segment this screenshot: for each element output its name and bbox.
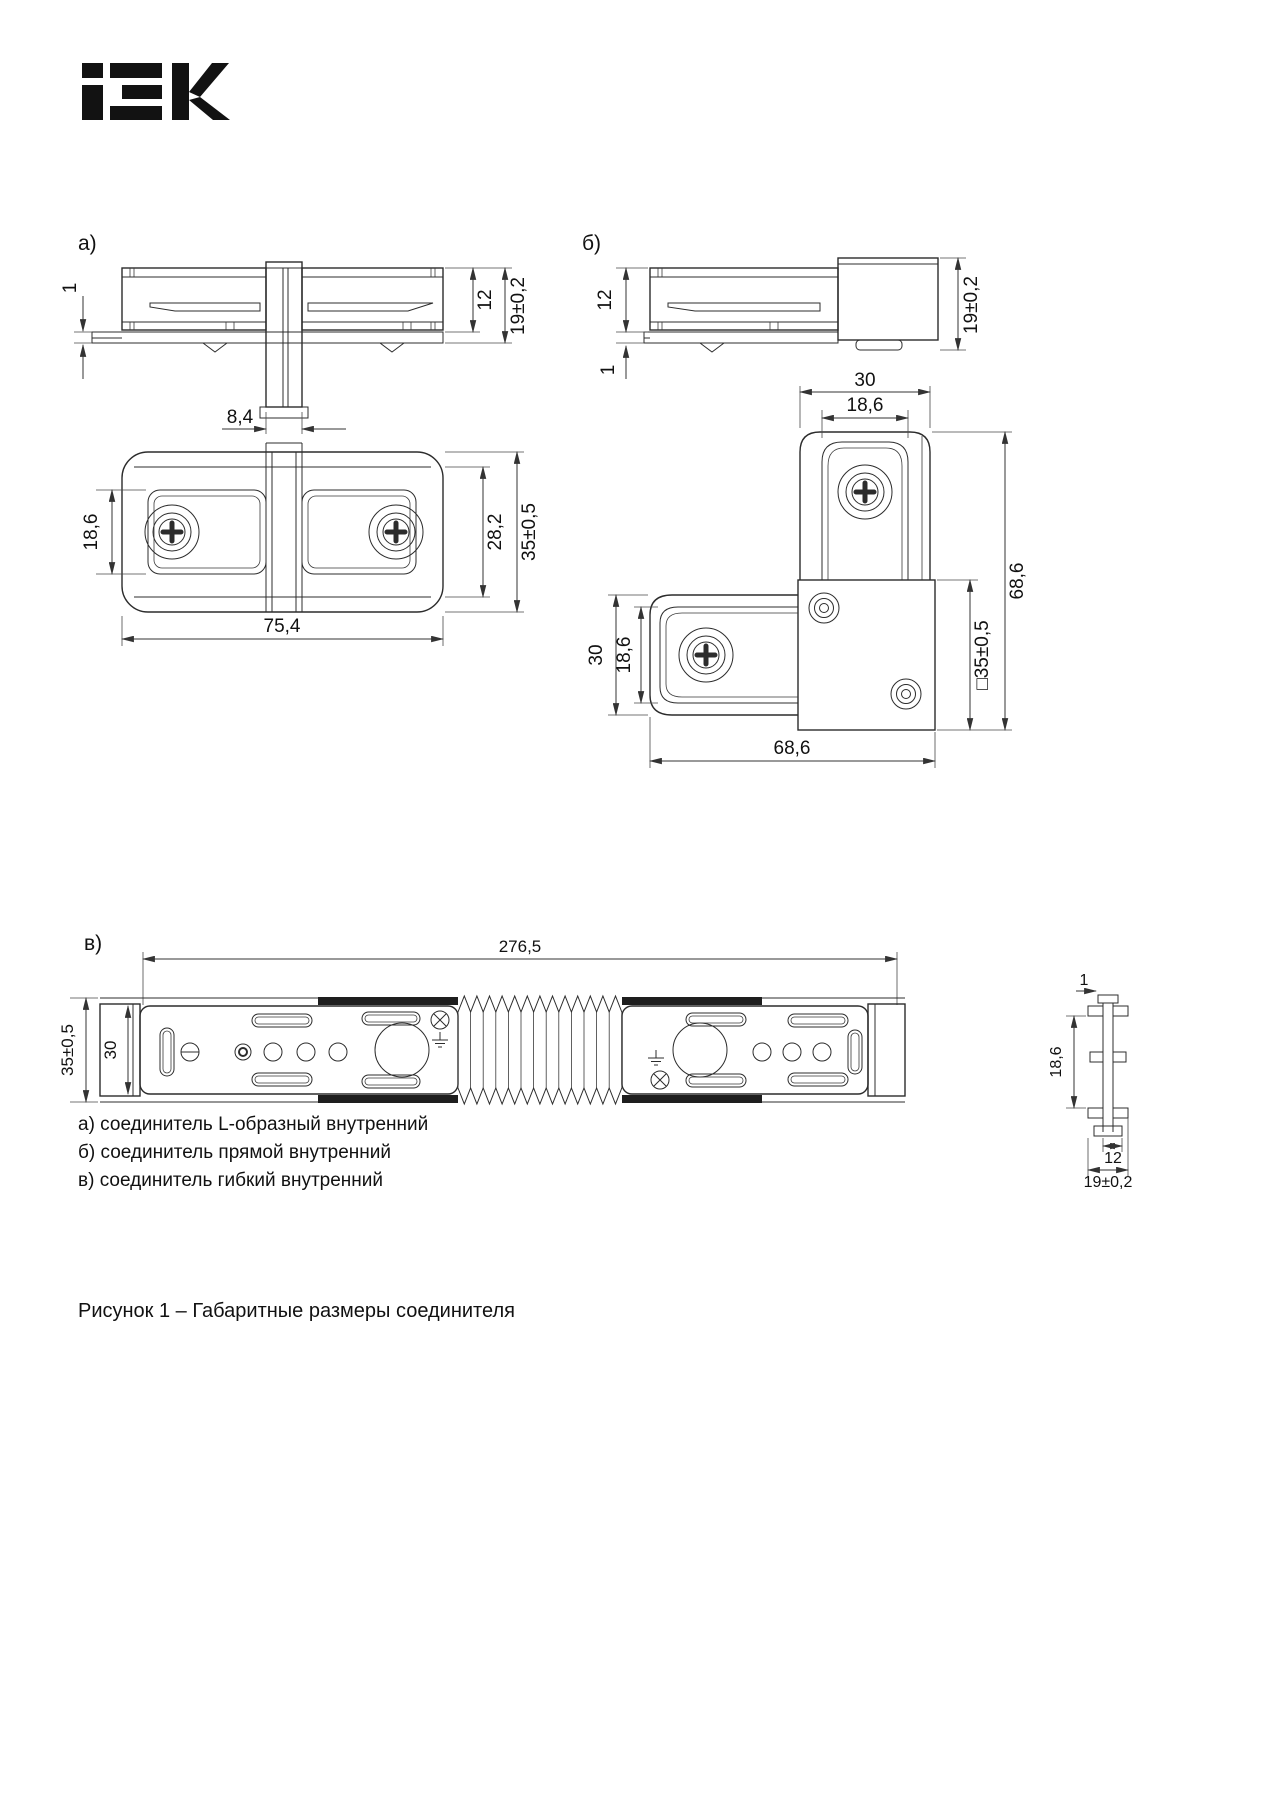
end-cap xyxy=(868,1004,905,1096)
big-hole xyxy=(673,1023,727,1077)
bellows xyxy=(458,996,622,1104)
figure-caption: Рисунок 1 – Габаритные размеры соединителя xyxy=(78,1300,515,1322)
center-tab xyxy=(266,262,302,407)
corner-block-side xyxy=(838,258,938,340)
oval-slot xyxy=(686,1013,848,1087)
dim-v-main-inner-height: 30 xyxy=(101,1040,120,1060)
dim-a-side-base-thickness: 1 xyxy=(60,282,81,294)
ground-symbol xyxy=(432,1032,448,1047)
dim-b-top-arm-width: 30 xyxy=(854,370,876,391)
figure-a-label: а) xyxy=(78,232,97,255)
dim-a-top-inner-width: 18,6 xyxy=(81,513,102,551)
ring-screw xyxy=(809,593,839,623)
phillips-screw xyxy=(838,465,892,519)
mount-hole xyxy=(235,1043,347,1061)
left-plate xyxy=(140,1006,458,1094)
dim-b-top-block-size: □35±0,5 xyxy=(972,620,993,690)
figure-v-label: в) xyxy=(84,932,103,955)
dim-v-main-length: 276,5 xyxy=(498,937,542,956)
dim-b-top-arm-height: 30 xyxy=(586,644,607,666)
center-tab-top xyxy=(266,443,302,612)
dim-b-top-arm-inner-width: 18,6 xyxy=(846,395,884,416)
dim-b-top-right-height: 68,6 xyxy=(1007,562,1028,600)
dim-a-top-total-width: 35±0,5 xyxy=(519,503,540,561)
dim-v-side-lip: 1 xyxy=(1079,972,1089,989)
phillips-screw xyxy=(369,505,423,559)
dim-v-side-inner-height: 18,6 xyxy=(1048,1046,1065,1078)
dim-v-main-total-height: 35±0,5 xyxy=(58,1024,77,1076)
dim-v-side-body-height: 12 xyxy=(1104,1150,1122,1167)
dim-b-side-base-thickness: 1 xyxy=(598,364,619,376)
ground-symbol xyxy=(648,1050,664,1065)
cross-screw xyxy=(431,1011,449,1029)
caption-a: а) соединитель L-образный внутренний xyxy=(78,1114,429,1135)
dim-b-top-bottom-width: 68,6 xyxy=(773,738,811,759)
caption-v: в) соединитель гибкий внутренний xyxy=(78,1170,384,1191)
dim-b-side-body-height: 12 xyxy=(595,289,616,311)
figure-b-side-view xyxy=(595,258,982,379)
mount-hole xyxy=(753,1043,831,1061)
dim-a-side-tab-width: 8,4 xyxy=(226,407,254,428)
figure-a-top-view xyxy=(81,443,540,646)
dim-a-top-length: 75,4 xyxy=(263,616,301,637)
corner-block xyxy=(798,580,935,730)
figure-v-side-view xyxy=(1048,972,1133,1191)
figure-b-top-view xyxy=(586,370,1028,768)
phillips-screw xyxy=(145,505,199,559)
figure-v-main-view xyxy=(58,937,905,1104)
figure-a-side-view xyxy=(60,262,529,434)
dim-a-side-body-height: 12 xyxy=(475,289,496,311)
phillips-screw xyxy=(679,628,733,682)
base-plate xyxy=(92,332,443,343)
big-hole xyxy=(375,1023,429,1077)
oval-slot xyxy=(252,1012,420,1088)
slotted-screw xyxy=(181,1043,199,1061)
cross-screw xyxy=(651,1071,669,1089)
dim-b-top-arm-inner-height: 18,6 xyxy=(614,636,635,674)
dim-b-side-total-height: 19±0,2 xyxy=(961,276,982,334)
figure-b-label: б) xyxy=(582,232,602,255)
dim-a-top-body-width: 28,2 xyxy=(485,513,506,551)
dim-a-side-total-height: 19±0,2 xyxy=(508,277,529,335)
dim-v-side-total-height: 19±0,2 xyxy=(1083,1174,1133,1191)
slot xyxy=(160,1028,174,1076)
iek-logo xyxy=(82,63,230,120)
ring-screw xyxy=(891,679,921,709)
caption-b: б) соединитель прямой внутренний xyxy=(78,1142,391,1163)
slot xyxy=(848,1030,862,1074)
